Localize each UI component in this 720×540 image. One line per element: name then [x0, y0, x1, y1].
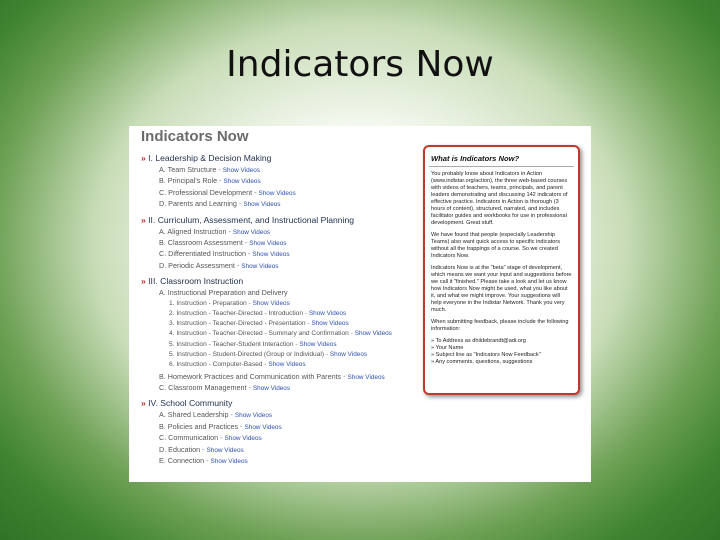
indicator-label: B. Classroom Assessment [159, 237, 243, 247]
separator: - [246, 382, 253, 392]
indicator-item [141, 187, 411, 198]
separator: - [228, 410, 235, 420]
info-paragraph-2: We have found that people (especially Leadership Teams) also want quick access to specific indicators without all the trappings of a course. So we created Indicators Now. [431, 232, 561, 259]
show-videos-link[interactable]: Show Videos [241, 262, 279, 270]
indicator-item [141, 319, 411, 329]
show-videos-link[interactable]: Show Videos [249, 239, 287, 247]
show-videos-link[interactable]: Show Videos [224, 435, 262, 443]
section-heading[interactable] [141, 397, 411, 409]
separator: - [226, 226, 233, 236]
indicator-label: A. Team Structure [159, 165, 217, 174]
indicator-label: 2. Instruction - Teacher-Directed - Introduction [169, 309, 304, 317]
indicator-label: 4. Instruction - Teacher-Directed - Summary and Confirmation [169, 330, 349, 338]
indicator-label: 5. Instruction - Student-Directed (Group or Individual) [169, 351, 325, 358]
show-videos-link[interactable]: Show Videos [252, 251, 290, 259]
info-paragraph-1: You probably know about Indicators in Action (www.indistar.org/action), the three web-based courses with videos of teachers, teams, principals, and parent leaders demonstrating and discussing 142 indicators of effective practice. Indicators in Action is thorough (3 hours of content), structured, narrated, and includes facilitator guides and workbooks for use in professional development. Great stuff. [431, 171, 568, 226]
separator: - [238, 421, 245, 431]
section-heading[interactable] [141, 214, 411, 226]
indicator-item [141, 350, 411, 360]
separator: - [293, 340, 300, 348]
indicator-label: D. Periodic Assessment [159, 260, 235, 270]
show-videos-link[interactable]: Show Videos [354, 330, 392, 338]
indicator-label: C. Differentiated Instruction [159, 249, 246, 259]
section-label: I. Leadership & Decision Making [148, 153, 272, 163]
show-videos-link[interactable]: Show Videos [347, 373, 385, 381]
show-videos-link[interactable]: Show Videos [206, 446, 244, 454]
info-box [423, 145, 580, 395]
indicator-label: E. Connection [159, 455, 205, 465]
feedback-item: » Subject line as "Indicators Now Feedback" [431, 352, 541, 358]
indicator-label: 1. Instruction - Preparation [169, 299, 247, 307]
separator: - [246, 299, 253, 307]
separator: - [217, 176, 224, 186]
separator: - [303, 309, 309, 317]
show-videos-link[interactable]: Show Videos [234, 412, 273, 420]
indicator-item [141, 198, 411, 209]
section-label: II. Curriculum, Assessment, and Instructional Planning [148, 214, 355, 225]
separator: - [234, 260, 242, 270]
show-videos-link[interactable]: Show Videos [299, 340, 337, 348]
raquo-icon: » [141, 214, 149, 225]
indicator-item [141, 371, 411, 382]
indicator-item [141, 260, 411, 271]
indicator-item [141, 382, 411, 393]
indicator-item [141, 409, 411, 420]
indicator-item [141, 455, 411, 466]
show-videos-link[interactable]: Show Videos [243, 201, 281, 209]
indicator-label: D. Parents and Learning [159, 199, 237, 209]
show-videos-link[interactable]: Show Videos [258, 189, 296, 197]
raquo-icon: » [141, 276, 149, 287]
section-heading[interactable] [141, 275, 411, 287]
show-videos-link[interactable]: Show Videos [223, 178, 261, 186]
indicator-label: D. Education [159, 444, 201, 454]
feedback-item: » Your Name [431, 345, 464, 351]
separator: - [245, 249, 253, 259]
indicator-item [141, 432, 411, 443]
raquo-icon: » [141, 153, 149, 163]
slide-title: Indicators Now [226, 44, 494, 85]
indicator-item [141, 299, 411, 309]
indicator-item [141, 175, 411, 186]
indicator-label: C. Communication [159, 433, 219, 443]
feedback-list [431, 338, 572, 366]
section-label: IV. School Community [148, 398, 233, 409]
show-videos-link[interactable]: Show Videos [222, 167, 260, 174]
separator: - [242, 237, 250, 247]
indicator-item [141, 248, 411, 259]
separator: - [262, 361, 269, 369]
separator: - [218, 433, 225, 443]
indicator-item [141, 444, 411, 455]
show-videos-link[interactable]: Show Videos [329, 351, 368, 358]
info-box-title: What is Indicators Now? [429, 147, 574, 167]
indicator-label: B. Principal's Role [159, 176, 218, 186]
indicator-outline [141, 152, 411, 466]
show-videos-link[interactable]: Show Videos [268, 361, 306, 369]
webpage-screenshot [129, 126, 591, 482]
indicator-item [141, 309, 411, 319]
indicator-label: 5. Instruction - Teacher-Student Interaction [169, 340, 294, 348]
indicator-label: B. Policies and Practices [159, 421, 239, 431]
separator: - [348, 330, 355, 338]
feedback-item: » Any comments, questions, suggestions [431, 359, 533, 365]
indicator-label: A. Instructional Preparation and Delivery [159, 288, 288, 298]
info-paragraph-4: When submitting feedback, please include the following information: [431, 319, 569, 332]
indicator-item [141, 421, 411, 432]
info-paragraph-3: Indicators Now is at the "beta" stage of development, which means we want your input and suggestions before we call it "finished." Please take a look and let us know how Indicators Now might be used, what you like about it, and what we might improve. Your suggestions will help everyone in the Indistar Network. Thank you very much. [431, 265, 572, 313]
separator: - [236, 199, 244, 209]
indicator-label: A. Aligned Instruction [159, 226, 227, 236]
info-box-body [429, 167, 574, 366]
indicator-item [141, 164, 411, 175]
separator: - [200, 444, 207, 454]
page-title: Indicators Now [141, 128, 249, 145]
indicator-label: C. Professional Development [159, 187, 253, 197]
indicator-label: 3. Instruction - Teacher-Directed - Presentation [169, 320, 306, 328]
separator: - [252, 187, 259, 197]
indicator-item [141, 226, 411, 237]
indicator-label: C. Classroom Management [159, 382, 247, 392]
indicator-label: A. Shared Leadership [159, 410, 229, 420]
show-videos-link[interactable]: Show Videos [244, 423, 282, 431]
show-videos-link[interactable]: Show Videos [308, 309, 347, 317]
indicator-label: 6. Instruction - Computer-Based [169, 361, 263, 369]
section-heading[interactable] [141, 152, 411, 164]
show-videos-link[interactable]: Show Videos [252, 384, 291, 392]
show-videos-link[interactable]: Show Videos [311, 320, 349, 328]
show-videos-link[interactable]: Show Videos [252, 299, 290, 307]
section-label: III. Classroom Instruction [148, 276, 244, 287]
indicator-item [141, 329, 411, 339]
separator: - [204, 455, 211, 465]
indicator-item [141, 360, 411, 370]
separator: - [324, 351, 330, 358]
show-videos-link[interactable]: Show Videos [232, 228, 271, 236]
separator: - [305, 320, 312, 328]
indicator-item [141, 340, 411, 350]
separator: - [216, 165, 223, 174]
show-videos-link[interactable]: Show Videos [210, 457, 248, 465]
raquo-icon: » [141, 398, 149, 409]
indicator-item [141, 287, 411, 298]
indicator-item [141, 237, 411, 248]
indicator-label: B. Homework Practices and Communication with Parents [159, 371, 342, 381]
feedback-item: » To Address as dhildebrandt@adi.org [431, 338, 526, 344]
separator: - [341, 371, 348, 381]
